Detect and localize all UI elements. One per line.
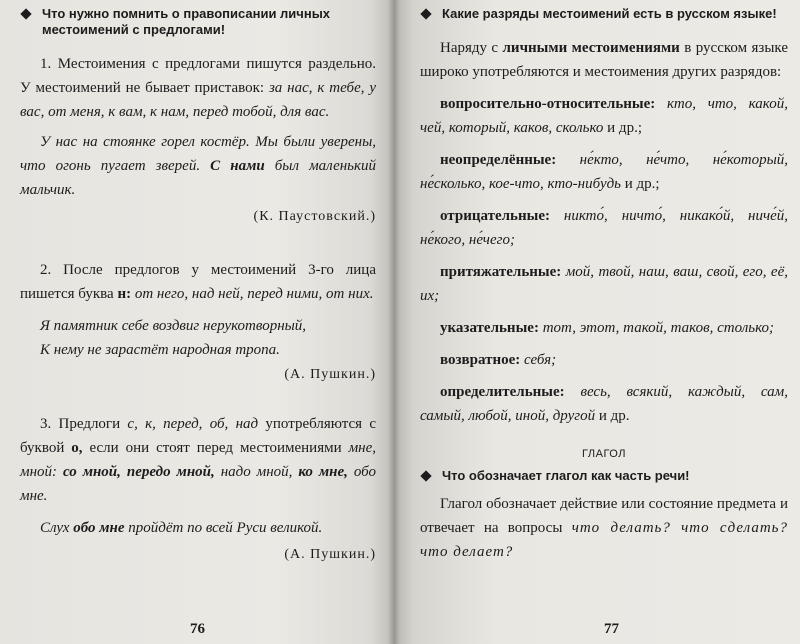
rule-1 <box>20 52 376 124</box>
verb-questions: что делать? что сделать? что делает? <box>420 520 789 560</box>
verb-text: Глагол обозначает действие или состояние предмета и отвечает на вопросы <box>420 496 788 536</box>
rule-3-text-b: употребляются с буквой <box>20 416 376 456</box>
section-title: ГЛАГОЛ <box>582 448 626 460</box>
pronoun-category <box>420 204 788 252</box>
rule-3-letter: о, <box>71 440 83 456</box>
page-number-left: 76 <box>190 621 205 637</box>
pronoun-category <box>420 92 788 140</box>
rule-3-quote-b: пройдёт по всей Руси великой. <box>128 520 323 536</box>
rule-3-preps: с, к, перед, об, над <box>127 416 259 432</box>
pronoun-category-examples: себя; <box>524 352 557 368</box>
rule-3-text-c: если они стоят перед местоимениями <box>89 440 342 456</box>
pronoun-category-examples: не́кто, не́что, не́который, не́сколько, кое-что, кто-нибудь <box>420 152 788 192</box>
pronoun-category <box>420 348 788 372</box>
rule-2-text: 2. После предлогов у местоимений 3-го лица пишется буква <box>20 262 376 302</box>
right-heading <box>420 6 788 22</box>
poem-line-1 <box>20 314 376 338</box>
poem-line-2-text: К нему не зарастёт народная тропа. <box>40 342 280 358</box>
page-number-right: 77 <box>604 621 619 637</box>
right-page <box>394 0 800 644</box>
rule-3 <box>20 412 376 508</box>
rule-1-source: (К. Паустовский.) <box>253 209 376 224</box>
pronoun-category-name: определительные: <box>440 384 565 400</box>
poem-line-2 <box>20 338 376 362</box>
rule-3-source: (А. Пушкин.) <box>284 547 376 562</box>
right-heading-2-text: Что обозначает глагол как часть речи! <box>442 468 690 483</box>
pronoun-category <box>420 148 788 196</box>
pronoun-category-examples: тот, этот, такой, таков, столько; <box>542 320 775 336</box>
rule-2-letter: н: <box>117 286 132 302</box>
pronoun-category <box>420 316 788 340</box>
pronoun-category-name: отрицательные: <box>440 208 550 224</box>
pronoun-category-examples: кто, что, какой, чей, который, каков, сколько <box>420 96 789 136</box>
diamond-bullet-icon <box>20 8 31 19</box>
left-heading-text: Что нужно помнить о правописании личных местоимений с предлогами! <box>42 6 331 37</box>
rule-1-quote-bold: С нами <box>210 158 265 174</box>
left-heading <box>20 6 376 38</box>
rule-1-quote <box>20 130 376 202</box>
pronoun-category-name: возвратное: <box>440 352 521 368</box>
rule-3-ex5: обо мне. <box>20 464 376 504</box>
pronoun-category-name: неопределённые: <box>440 152 557 168</box>
pronoun-category-name: вопросительно-относительные: <box>440 96 656 112</box>
intro-a: Наряду с <box>440 40 499 56</box>
rule-3-quote-bold: обо мне <box>73 520 125 536</box>
pronoun-categories-list <box>420 92 788 428</box>
pronoun-category-examples: весь, всякий, каждый, сам, самый, любой, иной, другой <box>420 384 788 424</box>
pronoun-category-name: притяжательные: <box>440 264 562 280</box>
rule-3-ex1: со мной, <box>62 464 121 480</box>
rule-3-ex2: передо мной, <box>126 464 215 480</box>
pronoun-category <box>420 260 788 308</box>
pronoun-category-tail: и др.; <box>607 120 642 136</box>
intro-bold: личными местоимениями <box>502 40 680 56</box>
rule-2 <box>20 258 376 306</box>
right-heading-text: Какие разряды местоимений есть в русском языке! <box>442 6 777 21</box>
rule-1-text: 1. Местоимения с предлогами пишутся раздельно. У местоимений не бывает приставок: <box>20 56 376 96</box>
rule-2-source: (А. Пушкин.) <box>284 367 376 382</box>
pronoun-category-name: указательные: <box>440 320 539 336</box>
rule-3-ex3: надо мной, <box>220 464 293 480</box>
rule-2-examples: от него, над ней, перед ними, от них. <box>134 286 374 302</box>
poem-line-1-text: Я памятник себе воздвиг нерукотворный, <box>40 318 307 334</box>
intro-b: в русском языке широко употребляются и местоимения других разрядов: <box>420 40 788 80</box>
pronoun-category-examples: никто́, ничто́, никако́й, ниче́й, не́кого, не́чего; <box>420 208 789 248</box>
pronoun-category-tail: и др. <box>598 408 630 424</box>
left-page <box>0 0 394 644</box>
intro-paragraph <box>420 36 788 84</box>
pronoun-category-examples: мой, твой, наш, ваш, свой, его, её, их; <box>420 264 788 304</box>
rule-3-quote <box>20 516 376 540</box>
pronoun-category-tail: и др.; <box>624 176 660 192</box>
rule-3-pron: мне, мной: <box>20 440 376 480</box>
rule-3-text-a: 3. Предлоги <box>40 416 121 432</box>
right-heading-2 <box>420 468 788 484</box>
rule-3-quote-a: Слух <box>40 520 70 536</box>
rule-3-ex4: ко мне, <box>298 464 348 480</box>
verb-definition <box>420 492 788 564</box>
diamond-bullet-icon <box>420 470 431 481</box>
pronoun-category <box>420 380 788 428</box>
rule-1-quote-b: был маленький мальчик. <box>20 158 377 198</box>
rule-1-examples: за нас, к тебе, у вас, от меня, к вам, к нам, перед тобой, для вас. <box>20 80 377 120</box>
book-gutter <box>388 0 400 644</box>
rule-1-quote-a: У нас на стоянке горел костёр. Мы были уверены, что огонь пугает зверей. <box>20 134 376 174</box>
diamond-bullet-icon <box>420 8 431 19</box>
